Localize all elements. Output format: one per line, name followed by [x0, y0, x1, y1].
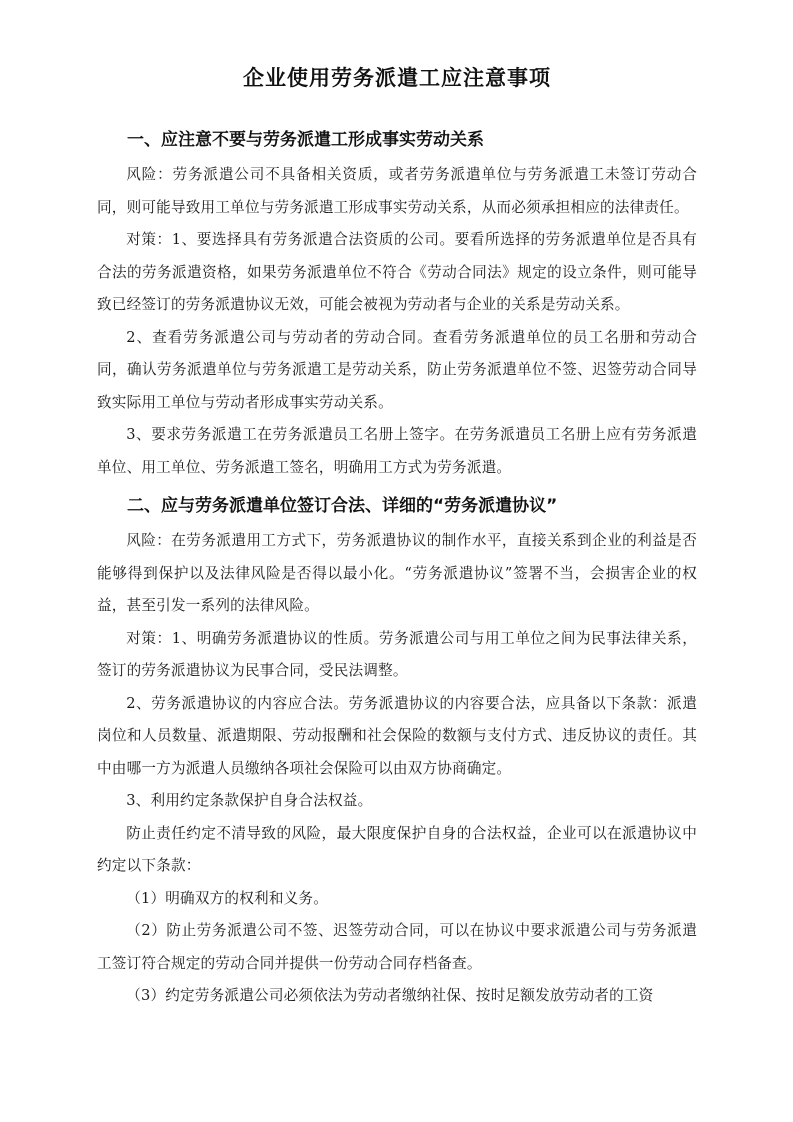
list-item: （3）约定劳务派遣公司必须依法为劳动者缴纳社保、按时足额发放劳动者的工资: [126, 987, 654, 1004]
paragraph: 3、利用约定条款保护自身合法权益。: [126, 792, 373, 809]
document-page: [97, 62, 697, 1013]
list-item: （2）防止劳务派遣公司不签、迟签劳动合同，可以在协议中要求派遣公司与劳务派遣工签订符合规定的劳动合同并提供一份劳动合同存档备查。: [97, 922, 697, 972]
paragraph: 2、劳务派遣协议的内容应合法。劳务派遣协议的内容要合法，应具备以下条款：派遣岗位和人员数量、派遣期限、劳动报酬和社会保险的数额与支付方式、违反协议的责任。其中由哪一方为派遣人员缴纳各项社会保险可以由双方协商确定。: [97, 694, 697, 777]
paragraph: 风险：劳务派遣公司不具备相关资质，或者劳务派遣单位与劳务派遣工未签订劳动合同，则可能导致用工单位与劳务派遣工形成事实劳动关系，从而必须承担相应的法律责任。: [97, 166, 697, 216]
paragraph: 3、要求劳务派遣工在劳务派遣员工名册上签字。在劳务派遣员工名册上应有劳务派遣单位、用工单位、劳务派遣工签名，明确用工方式为劳务派遣。: [97, 426, 697, 476]
list-item: （1）明确双方的权利和义务。: [126, 889, 328, 907]
section-heading: 一、应注意不要与劳务派遣工形成事实劳动关系: [127, 130, 484, 150]
document-title: 企业使用劳务派遣工应注意事项: [243, 66, 551, 90]
paragraph: 2、查看劳务派遣公司与劳动者的劳动合同。查看劳务派遣单位的员工名册和劳动合同，确认劳务派遣单位与劳务派遣工是劳动关系，防止劳务派遣单位不签、迟签劳动合同导致实际用工单位与劳动者形成事实劳动关系。: [97, 328, 697, 411]
paragraph: 风险：在劳务派遣用工方式下，劳务派遣协议的制作水平，直接关系到企业的利益是否能够得到保护以及法律风险是否得以最小化。“劳务派遣协议”签署不当，会损害企业的权益，甚至引发一系列的法律风险。: [97, 532, 697, 614]
paragraph: 防止责任约定不清导致的风险，最大限度保护自身的合法权益，企业可以在派遣协议中约定以下条款：: [97, 824, 697, 874]
paragraph: 对策：1、明确劳务派遣协议的性质。劳务派遣公司与用工单位之间为民事法律关系，签订的劳务派遣协议为民事合同，受民法调整。: [97, 629, 697, 679]
section-2: [97, 491, 697, 1013]
paragraph: 对策：1、要选择具有劳务派遣合法资质的公司。要看所选择的劳务派遣单位是否具有合法的劳务派遣资格，如果劳务派遣单位不符合《劳动合同法》规定的设立条件，则可能导致已经签订的劳务派遣协议无效，可能会被视为劳动者与企业的关系是劳动关系。: [97, 231, 697, 313]
section-1: [97, 125, 697, 484]
section-heading: 二、应与劳务派遣单位签订合法、详细的“劳务派遣协议”: [127, 496, 558, 516]
